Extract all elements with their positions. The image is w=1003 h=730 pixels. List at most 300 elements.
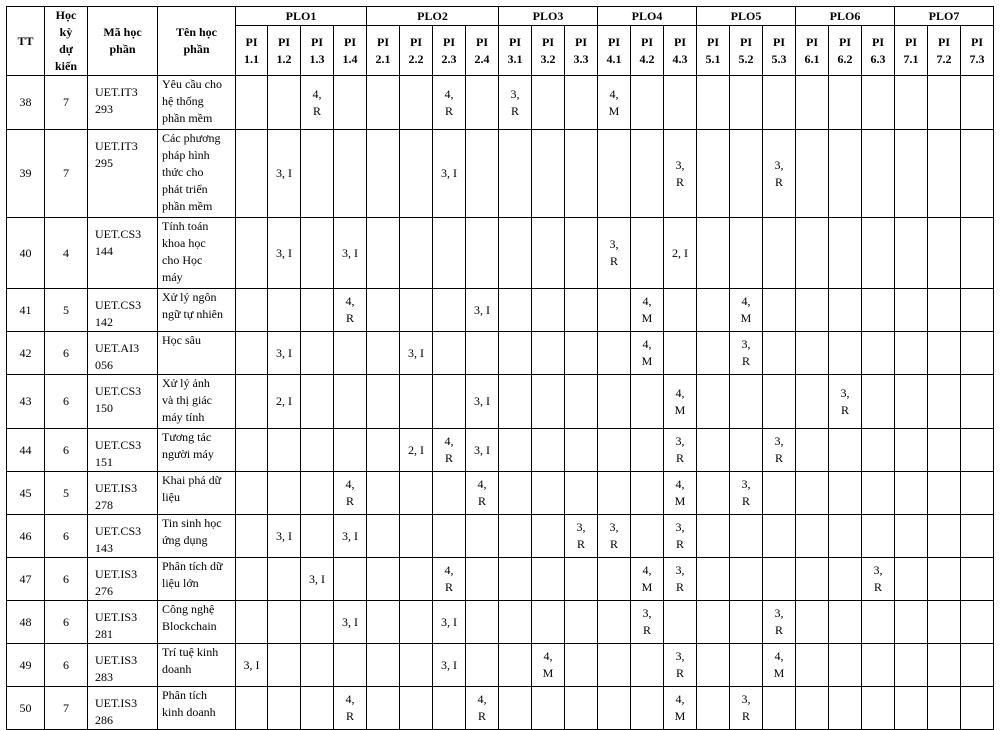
mapping-cell <box>433 375 466 429</box>
mapping-cell: 4, R <box>433 429 466 472</box>
mapping-cell <box>565 218 598 289</box>
mapping-cell <box>763 375 796 429</box>
header-plo: PLO2 <box>367 7 499 26</box>
mapping-cell <box>631 76 664 130</box>
table-row <box>7 558 994 601</box>
mapping-cell <box>697 687 730 730</box>
header-pi: PI 4.1 <box>598 26 631 76</box>
mapping-cell <box>763 76 796 130</box>
mapping-cell <box>829 76 862 130</box>
mapping-cell <box>334 332 367 375</box>
mapping-cell <box>895 687 928 730</box>
mapping-cell <box>334 375 367 429</box>
mapping-cell <box>631 515 664 558</box>
mapping-cell: 3, R <box>631 601 664 644</box>
mapping-cell <box>499 375 532 429</box>
mapping-cell <box>334 644 367 687</box>
mapping-cell <box>763 289 796 332</box>
mapping-cell <box>598 429 631 472</box>
mapping-cell <box>895 375 928 429</box>
mapping-cell <box>961 375 994 429</box>
row-tt: 46 <box>7 515 45 558</box>
mapping-cell: 4, M <box>631 332 664 375</box>
mapping-cell <box>334 130 367 218</box>
mapping-cell <box>367 472 400 515</box>
mapping-cell <box>829 601 862 644</box>
mapping-cell <box>301 130 334 218</box>
mapping-cell: 4, M <box>598 76 631 130</box>
mapping-cell <box>961 515 994 558</box>
mapping-cell <box>236 218 268 289</box>
row-hoc-ky: 6 <box>45 375 88 429</box>
mapping-cell <box>796 644 829 687</box>
mapping-cell <box>367 429 400 472</box>
mapping-cell: 3, I <box>433 644 466 687</box>
mapping-cell: 3, I <box>433 601 466 644</box>
header-plo: PLO7 <box>895 7 994 26</box>
mapping-cell <box>862 289 895 332</box>
row-hoc-ky: 6 <box>45 644 88 687</box>
header-pi: PI 1.1 <box>236 26 268 76</box>
mapping-cell <box>730 76 763 130</box>
mapping-cell <box>895 601 928 644</box>
mapping-cell <box>565 130 598 218</box>
mapping-cell <box>961 644 994 687</box>
row-ma-hoc-phan: UET.IS3 278 <box>88 472 158 515</box>
mapping-cell: 3, I <box>334 601 367 644</box>
table-row <box>7 76 994 130</box>
mapping-cell <box>367 289 400 332</box>
mapping-cell <box>499 289 532 332</box>
mapping-cell: 3, R <box>763 130 796 218</box>
mapping-cell <box>961 332 994 375</box>
mapping-cell <box>532 375 565 429</box>
mapping-cell <box>499 601 532 644</box>
mapping-cell: 3, R <box>664 644 697 687</box>
mapping-cell <box>730 601 763 644</box>
mapping-cell <box>730 429 763 472</box>
mapping-cell <box>928 289 961 332</box>
mapping-cell <box>236 601 268 644</box>
mapping-cell <box>268 644 301 687</box>
row-hoc-ky: 6 <box>45 515 88 558</box>
row-ma-hoc-phan: UET.CS3 143 <box>88 515 158 558</box>
header-pi: PI 3.3 <box>565 26 598 76</box>
header-plo: PLO1 <box>236 7 367 26</box>
mapping-cell <box>565 76 598 130</box>
mapping-cell <box>499 515 532 558</box>
mapping-cell <box>598 375 631 429</box>
mapping-cell <box>928 332 961 375</box>
row-ten-hoc-phan: Phân tích dữ liệu lớn <box>158 558 236 601</box>
row-ma-hoc-phan: UET.IT3 293 <box>88 76 158 130</box>
mapping-cell <box>796 687 829 730</box>
mapping-cell <box>499 332 532 375</box>
mapping-cell: 4, R <box>433 76 466 130</box>
mapping-cell <box>862 601 895 644</box>
row-ma-hoc-phan: UET.AI3 056 <box>88 332 158 375</box>
mapping-cell <box>367 601 400 644</box>
mapping-cell: 4, M <box>631 289 664 332</box>
mapping-cell <box>433 515 466 558</box>
mapping-cell <box>400 218 433 289</box>
mapping-cell <box>301 429 334 472</box>
mapping-cell <box>301 687 334 730</box>
mapping-cell: 3, I <box>236 644 268 687</box>
mapping-cell <box>301 375 334 429</box>
table-row <box>7 218 994 289</box>
mapping-cell: 3, R <box>664 558 697 601</box>
mapping-cell: 3, R <box>598 515 631 558</box>
mapping-cell <box>532 429 565 472</box>
mapping-cell <box>664 601 697 644</box>
header-pi: PI 4.3 <box>664 26 697 76</box>
mapping-cell <box>895 429 928 472</box>
mapping-cell: 4, R <box>433 558 466 601</box>
mapping-cell <box>532 472 565 515</box>
header-pi: PI 7.1 <box>895 26 928 76</box>
mapping-cell <box>598 687 631 730</box>
row-ten-hoc-phan: Khai phá dữ liệu <box>158 472 236 515</box>
row-ma-hoc-phan: UET.IS3 283 <box>88 644 158 687</box>
mapping-cell: 3, R <box>664 515 697 558</box>
row-ten-hoc-phan: Công nghệ Blockchain <box>158 601 236 644</box>
mapping-cell <box>829 130 862 218</box>
mapping-cell <box>895 644 928 687</box>
header-pi: PI 3.1 <box>499 26 532 76</box>
mapping-cell <box>499 558 532 601</box>
header-ten-hoc-phan: Tên học phần <box>158 7 236 76</box>
mapping-cell: 2, I <box>400 429 433 472</box>
mapping-cell <box>565 601 598 644</box>
table-row <box>7 687 994 730</box>
header-pi: PI 2.1 <box>367 26 400 76</box>
mapping-cell <box>631 218 664 289</box>
mapping-cell <box>631 472 664 515</box>
mapping-cell <box>763 332 796 375</box>
row-ten-hoc-phan: Phân tích kinh doanh <box>158 687 236 730</box>
mapping-cell <box>433 332 466 375</box>
row-ten-hoc-phan: Các phương pháp hình thức cho phát triển phần mềm <box>158 130 236 218</box>
row-hoc-ky: 6 <box>45 332 88 375</box>
mapping-cell <box>367 515 400 558</box>
mapping-cell <box>928 218 961 289</box>
header-plo: PLO6 <box>796 7 895 26</box>
row-tt: 41 <box>7 289 45 332</box>
mapping-cell <box>730 558 763 601</box>
mapping-cell <box>367 375 400 429</box>
mapping-cell <box>301 644 334 687</box>
mapping-cell <box>862 429 895 472</box>
plo-mapping-table <box>6 6 994 730</box>
mapping-cell <box>400 76 433 130</box>
mapping-cell: 3, R <box>598 218 631 289</box>
mapping-cell <box>466 76 499 130</box>
mapping-cell <box>631 130 664 218</box>
mapping-cell <box>664 332 697 375</box>
mapping-cell <box>796 601 829 644</box>
row-ma-hoc-phan: UET.CS3 142 <box>88 289 158 332</box>
mapping-cell <box>763 687 796 730</box>
mapping-cell <box>598 130 631 218</box>
mapping-cell <box>730 515 763 558</box>
mapping-cell <box>400 289 433 332</box>
row-hoc-ky: 6 <box>45 601 88 644</box>
mapping-cell <box>796 76 829 130</box>
mapping-cell <box>433 289 466 332</box>
row-ten-hoc-phan: Tương tác người máy <box>158 429 236 472</box>
mapping-cell <box>532 558 565 601</box>
mapping-cell <box>928 429 961 472</box>
header-pi: PI 7.3 <box>961 26 994 76</box>
mapping-cell: 3, I <box>334 218 367 289</box>
mapping-cell <box>796 515 829 558</box>
header-tt: TT <box>7 7 45 76</box>
mapping-cell: 4, M <box>664 687 697 730</box>
row-tt: 38 <box>7 76 45 130</box>
row-tt: 43 <box>7 375 45 429</box>
mapping-cell <box>697 601 730 644</box>
mapping-cell: 3, I <box>466 375 499 429</box>
table-row <box>7 515 994 558</box>
mapping-cell <box>598 332 631 375</box>
mapping-cell <box>236 558 268 601</box>
mapping-cell <box>895 515 928 558</box>
mapping-cell <box>236 472 268 515</box>
mapping-cell <box>961 218 994 289</box>
mapping-cell <box>895 130 928 218</box>
header-pi: PI 1.3 <box>301 26 334 76</box>
mapping-cell <box>400 130 433 218</box>
mapping-cell: 4, M <box>631 558 664 601</box>
row-ten-hoc-phan: Xử lý ngôn ngữ tự nhiên <box>158 289 236 332</box>
mapping-cell <box>499 687 532 730</box>
header-pi: PI 3.2 <box>532 26 565 76</box>
mapping-cell <box>631 687 664 730</box>
mapping-cell <box>236 429 268 472</box>
mapping-cell <box>895 332 928 375</box>
mapping-cell <box>895 558 928 601</box>
mapping-cell <box>367 130 400 218</box>
mapping-cell <box>697 130 730 218</box>
mapping-cell <box>565 429 598 472</box>
header-hoc-ky: Học kỳ dự kiến <box>45 7 88 76</box>
mapping-cell: 3, I <box>268 218 301 289</box>
mapping-cell: 3, I <box>466 429 499 472</box>
mapping-cell <box>499 218 532 289</box>
mapping-cell <box>763 515 796 558</box>
mapping-cell: 3, R <box>565 515 598 558</box>
row-tt: 44 <box>7 429 45 472</box>
mapping-cell <box>928 558 961 601</box>
row-hoc-ky: 6 <box>45 558 88 601</box>
mapping-cell <box>301 601 334 644</box>
mapping-cell <box>565 472 598 515</box>
mapping-cell <box>565 558 598 601</box>
mapping-cell <box>829 472 862 515</box>
mapping-cell <box>763 558 796 601</box>
mapping-cell <box>565 289 598 332</box>
mapping-cell <box>928 375 961 429</box>
header-pi: PI 2.2 <box>400 26 433 76</box>
mapping-cell <box>796 429 829 472</box>
mapping-cell <box>829 332 862 375</box>
row-hoc-ky: 5 <box>45 472 88 515</box>
row-tt: 50 <box>7 687 45 730</box>
mapping-cell: 4, M <box>730 289 763 332</box>
mapping-cell <box>268 76 301 130</box>
mapping-cell <box>763 472 796 515</box>
mapping-cell <box>598 644 631 687</box>
mapping-cell: 3, R <box>763 429 796 472</box>
mapping-cell <box>829 515 862 558</box>
mapping-cell <box>236 289 268 332</box>
mapping-cell <box>236 76 268 130</box>
mapping-cell <box>928 76 961 130</box>
header-plo: PLO3 <box>499 7 598 26</box>
mapping-cell <box>862 130 895 218</box>
mapping-cell: 3, I <box>268 515 301 558</box>
row-hoc-ky: 6 <box>45 429 88 472</box>
row-ma-hoc-phan: UET.IT3 295 <box>88 130 158 218</box>
mapping-cell <box>532 130 565 218</box>
mapping-cell <box>466 130 499 218</box>
header-plo: PLO4 <box>598 7 697 26</box>
mapping-cell <box>796 130 829 218</box>
mapping-cell <box>565 644 598 687</box>
mapping-cell <box>928 644 961 687</box>
mapping-cell: 3, I <box>268 332 301 375</box>
mapping-cell <box>301 218 334 289</box>
mapping-cell <box>928 601 961 644</box>
mapping-cell: 3, R <box>730 332 763 375</box>
row-ma-hoc-phan: UET.IS3 276 <box>88 558 158 601</box>
mapping-table-container <box>6 6 994 730</box>
mapping-cell <box>664 76 697 130</box>
mapping-cell <box>598 472 631 515</box>
mapping-cell <box>532 76 565 130</box>
mapping-cell: 4, R <box>334 472 367 515</box>
mapping-cell <box>961 472 994 515</box>
mapping-cell <box>400 558 433 601</box>
mapping-cell <box>796 332 829 375</box>
header-pi: PI 1.2 <box>268 26 301 76</box>
header-pi: PI 2.4 <box>466 26 499 76</box>
mapping-cell <box>433 472 466 515</box>
header-ma-hoc-phan: Mã học phần <box>88 7 158 76</box>
mapping-cell <box>400 472 433 515</box>
table-row <box>7 601 994 644</box>
mapping-cell <box>730 130 763 218</box>
header-pi: PI 5.3 <box>763 26 796 76</box>
row-tt: 39 <box>7 130 45 218</box>
row-ten-hoc-phan: Yêu cầu cho hệ thống phần mềm <box>158 76 236 130</box>
mapping-cell <box>301 289 334 332</box>
mapping-cell <box>400 644 433 687</box>
row-hoc-ky: 7 <box>45 687 88 730</box>
row-tt: 47 <box>7 558 45 601</box>
mapping-cell <box>334 558 367 601</box>
mapping-cell <box>961 558 994 601</box>
mapping-cell <box>400 687 433 730</box>
mapping-cell: 3, R <box>499 76 532 130</box>
mapping-cell <box>499 644 532 687</box>
mapping-cell <box>433 218 466 289</box>
mapping-cell <box>697 558 730 601</box>
mapping-cell <box>268 601 301 644</box>
mapping-cell <box>466 601 499 644</box>
mapping-cell <box>236 130 268 218</box>
mapping-cell <box>466 332 499 375</box>
mapping-cell <box>631 375 664 429</box>
mapping-cell <box>268 558 301 601</box>
header-pi: PI 7.2 <box>928 26 961 76</box>
mapping-cell <box>796 472 829 515</box>
mapping-cell <box>862 332 895 375</box>
table-row <box>7 472 994 515</box>
mapping-cell <box>961 289 994 332</box>
mapping-cell <box>367 558 400 601</box>
row-ma-hoc-phan: UET.CS3 144 <box>88 218 158 289</box>
mapping-cell <box>631 429 664 472</box>
mapping-cell <box>862 76 895 130</box>
mapping-cell: 3, R <box>664 130 697 218</box>
mapping-cell <box>499 130 532 218</box>
mapping-cell <box>631 644 664 687</box>
header-pi: PI 5.1 <box>697 26 730 76</box>
mapping-cell <box>730 375 763 429</box>
mapping-cell <box>499 429 532 472</box>
mapping-cell: 3, R <box>730 687 763 730</box>
mapping-cell: 3, I <box>301 558 334 601</box>
mapping-cell: 3, I <box>466 289 499 332</box>
mapping-cell <box>862 472 895 515</box>
row-ma-hoc-phan: UET.CS3 150 <box>88 375 158 429</box>
mapping-cell <box>301 332 334 375</box>
header-plo: PLO5 <box>697 7 796 26</box>
mapping-cell: 4, R <box>334 289 367 332</box>
row-ma-hoc-phan: UET.IS3 286 <box>88 687 158 730</box>
mapping-cell <box>862 218 895 289</box>
mapping-cell <box>928 130 961 218</box>
header-pi: PI 5.2 <box>730 26 763 76</box>
mapping-cell: 4, R <box>301 76 334 130</box>
mapping-cell <box>895 289 928 332</box>
mapping-cell <box>697 429 730 472</box>
mapping-cell <box>730 218 763 289</box>
mapping-cell: 2, I <box>268 375 301 429</box>
mapping-cell <box>400 601 433 644</box>
mapping-cell <box>301 515 334 558</box>
row-tt: 42 <box>7 332 45 375</box>
mapping-cell: 3, R <box>664 429 697 472</box>
mapping-cell <box>236 687 268 730</box>
mapping-cell <box>400 375 433 429</box>
row-tt: 45 <box>7 472 45 515</box>
mapping-cell <box>433 687 466 730</box>
mapping-cell <box>961 601 994 644</box>
mapping-cell: 4, M <box>664 472 697 515</box>
mapping-cell: 3, R <box>829 375 862 429</box>
mapping-cell <box>664 289 697 332</box>
mapping-cell <box>895 218 928 289</box>
mapping-cell <box>829 558 862 601</box>
header-pi: PI 6.2 <box>829 26 862 76</box>
mapping-cell <box>862 375 895 429</box>
mapping-cell <box>829 429 862 472</box>
mapping-cell: 3, R <box>862 558 895 601</box>
mapping-cell: 4, R <box>466 687 499 730</box>
